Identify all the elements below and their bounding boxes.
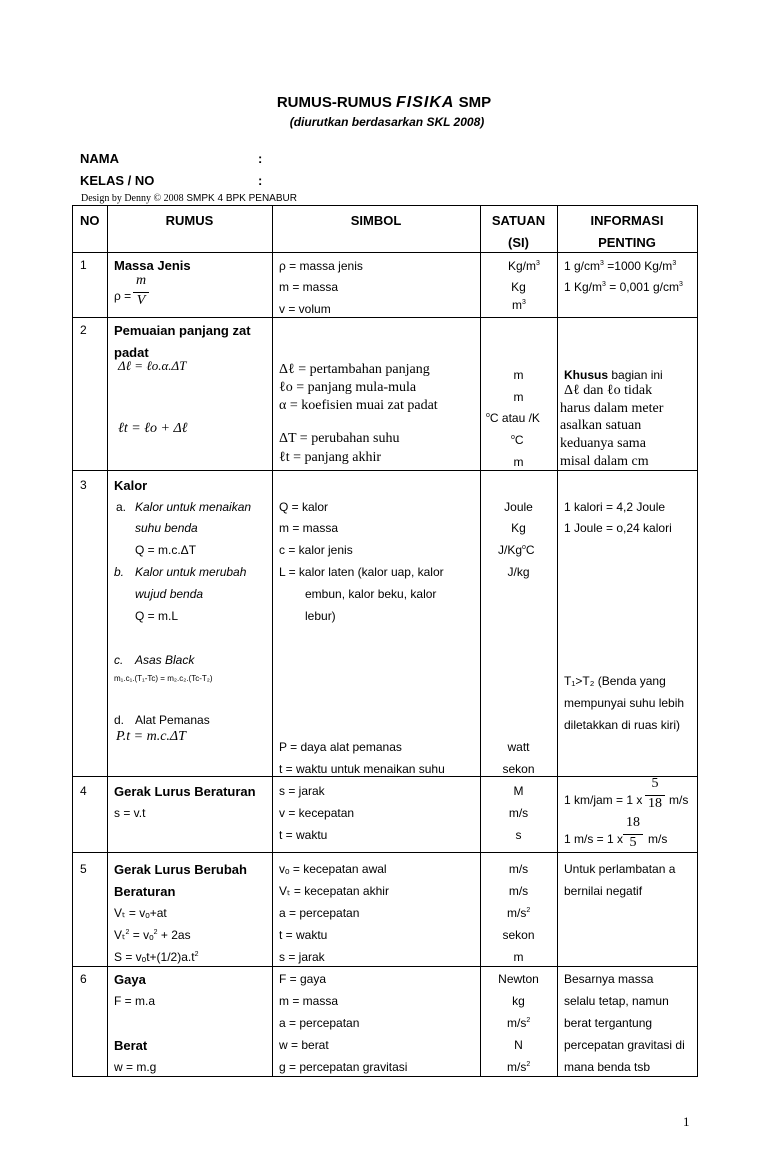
- fraction-numerator: 18: [626, 815, 640, 830]
- symbol: vₒ = kecepatan awal: [279, 862, 387, 876]
- symbol: Q = kalor: [279, 500, 329, 514]
- formula-desc: Asas Black: [135, 653, 195, 667]
- design-credit: Design by Denny © 2008 SMPK 4 BPK PENABUR: [81, 193, 297, 204]
- info: 1 m/s = 1 x: [564, 832, 624, 846]
- symbol: v = kecepatan: [279, 806, 355, 820]
- symbol: s = jarak: [279, 950, 325, 964]
- kelas-label: KELAS / NO: [80, 173, 155, 188]
- info: keduanya sama: [560, 436, 646, 451]
- unit: kg: [512, 994, 525, 1008]
- formula-name: Kalor: [114, 478, 148, 493]
- col-header-satuan-si: (SI): [508, 235, 529, 250]
- symbol: ℓt = panjang akhir: [279, 450, 382, 465]
- formula: F = m.a: [114, 994, 156, 1008]
- symbol: ℓo = panjang mula-mula: [279, 380, 417, 395]
- unit: watt: [507, 740, 530, 754]
- info: m/s: [669, 793, 689, 807]
- formula-name: Gerak Lurus Berubah: [114, 862, 247, 877]
- symbol: Δℓ = pertambahan panjang: [279, 362, 430, 377]
- formula: w = m.g: [114, 1060, 157, 1074]
- formula: Vₜ$^2$ = vₒ$^2$ + 2as: [114, 928, 191, 942]
- col-header-simbol: SIMBOL: [350, 213, 402, 228]
- unit: $^o$C: [511, 433, 524, 447]
- item-marker: d.: [114, 713, 125, 727]
- unit: J/kg: [507, 565, 530, 579]
- symbol: c = kalor jenis: [279, 543, 353, 557]
- symbol: F = gaya: [279, 972, 327, 986]
- symbol: v = volum: [279, 302, 331, 316]
- unit: m/s: [508, 806, 529, 820]
- symbol: m = massa: [279, 994, 339, 1008]
- info: m/s: [648, 832, 668, 846]
- info: 1 km/jam = 1 x: [564, 793, 643, 807]
- row-number: 1: [80, 258, 87, 272]
- info: Besarnya massa: [564, 972, 654, 986]
- symbol: a = percepatan: [279, 906, 360, 920]
- formula: Q = m.c.ΔT: [135, 543, 197, 557]
- formula-name: Gerak Lurus Beraturan: [114, 784, 256, 799]
- symbol: g = percepatan gravitasi: [279, 1060, 408, 1074]
- formula: P.t = m.c.ΔT: [116, 729, 186, 744]
- fraction-numerator: m: [135, 273, 147, 288]
- unit: Newton: [498, 972, 539, 986]
- fraction-numerator: 5: [651, 776, 659, 791]
- info: T₁>T₂ (Benda yang: [564, 674, 666, 688]
- row-number: 3: [80, 478, 87, 492]
- info: 1 $Kg/m^3 = 0,001$ $g/cm^3$: [564, 280, 683, 294]
- info: mempunyai suhu lebih: [564, 696, 685, 710]
- symbol: L = kalor laten (kalor uap, kalor: [279, 565, 444, 579]
- unit: N: [514, 1038, 523, 1052]
- formula-desc: wujud benda: [135, 587, 204, 601]
- item-marker: b.: [114, 565, 125, 579]
- formula: Vₜ = vₒ+at: [114, 906, 167, 920]
- page-number: 1: [683, 1114, 690, 1129]
- symbol: t = waktu: [279, 928, 328, 942]
- formula: s = v.t: [114, 806, 146, 820]
- page-subtitle: (diurutkan berdasarkan SKL 2008): [289, 115, 485, 129]
- info: berat tergantung: [564, 1016, 653, 1030]
- info: Khusus bagian ini: [564, 368, 663, 382]
- page-title: RUMUS-RUMUS FISIKA SMP: [276, 94, 492, 111]
- unit: $m/s^2$: [507, 906, 531, 920]
- unit: m: [513, 390, 524, 404]
- info: Untuk perlambatan a: [564, 862, 676, 876]
- unit: sekon: [502, 928, 535, 942]
- info: diletakkan di ruas kiri): [564, 718, 681, 732]
- unit: Kg: [511, 521, 526, 535]
- info: Δℓ dan ℓo tidak: [564, 383, 653, 398]
- unit: $^o$C atau /K: [486, 411, 540, 425]
- row-number: 6: [80, 972, 87, 986]
- formula-desc: Kalor untuk merubah: [135, 565, 247, 579]
- col-header-no: NO: [80, 213, 100, 228]
- symbol: lebur): [305, 609, 336, 623]
- symbol: t = waktu untuk menaikan suhu: [279, 762, 445, 776]
- info: 1 $g/cm^3 =1000$ $Kg/m^3$: [564, 259, 677, 273]
- fraction-denominator: V: [136, 293, 146, 308]
- row-number: 5: [80, 862, 87, 876]
- symbol: w = berat: [279, 1038, 329, 1052]
- symbol: m = massa: [279, 521, 339, 535]
- unit: s: [515, 828, 522, 842]
- fraction-denominator: 18: [648, 796, 662, 811]
- formula: Δℓ = ℓo.α.ΔT: [118, 358, 187, 373]
- symbol: t = waktu: [279, 828, 328, 842]
- unit: M: [513, 784, 524, 798]
- col-header-informasi: INFORMASI: [590, 213, 664, 228]
- symbol: embun, kalor beku, kalor: [305, 587, 437, 601]
- info: 1 Joule = o,24 kalori: [564, 521, 672, 535]
- info: 1 kalori = 4,2 Joule: [564, 500, 666, 514]
- symbol: ρ = massa jenis: [279, 259, 363, 273]
- item-marker: a.: [116, 500, 127, 514]
- symbol: a = percepatan: [279, 1016, 360, 1030]
- col-header-rumus: RUMUS: [165, 213, 214, 228]
- symbol: α = koefisien muai zat padat: [279, 398, 438, 413]
- unit: $Kg/m^3$: [508, 259, 540, 273]
- formula-name: Pemuaian panjang zat: [114, 323, 251, 338]
- unit: J/Kg$^o$C: [498, 543, 535, 557]
- formula: m₁.c₁.(T₁-Tc) = m₂.c₂.(Tc-T₂): [114, 674, 213, 683]
- kelas-colon: :: [258, 173, 263, 188]
- symbol: s = jarak: [279, 784, 325, 798]
- nama-colon: :: [258, 151, 263, 166]
- symbol: ΔT = perubahan suhu: [279, 431, 400, 446]
- formula-name: Beraturan: [114, 884, 176, 899]
- unit: $m/s^2$: [507, 1060, 531, 1074]
- formula-desc: Alat Pemanas: [135, 713, 210, 727]
- info: percepatan gravitasi di: [564, 1038, 685, 1052]
- formula-desc: Kalor untuk menaikan: [135, 500, 252, 514]
- unit: m: [513, 950, 524, 964]
- info: mana benda tsb: [564, 1060, 651, 1074]
- formula: $S = v_ot+(1/2)a.t^2$: [114, 950, 199, 964]
- formula: ℓt = ℓo + Δℓ: [118, 421, 188, 436]
- item-marker: c.: [114, 653, 124, 667]
- symbol: m = massa: [279, 280, 339, 294]
- info: harus dalam meter: [560, 401, 664, 416]
- unit: $m^3$: [512, 298, 526, 312]
- col-header-satuan: SATUAN: [491, 213, 546, 228]
- nama-label: NAMA: [80, 151, 119, 166]
- unit: m: [513, 455, 524, 469]
- info: asalkan satuan: [560, 418, 642, 433]
- info: selalu tetap, namun: [564, 994, 669, 1008]
- formula: Q = m.L: [135, 609, 179, 623]
- formula-rho: ρ =: [114, 289, 132, 303]
- info: misal dalam cm: [560, 454, 649, 469]
- symbol: Vₜ = kecepatan akhir: [279, 884, 389, 898]
- unit: Joule: [504, 500, 533, 514]
- formula-name: padat: [114, 345, 149, 360]
- symbol: P = daya alat pemanas: [279, 740, 402, 754]
- col-header-penting: PENTING: [598, 235, 656, 250]
- unit: sekon: [502, 762, 535, 776]
- unit: m/s: [508, 884, 529, 898]
- row-number: 2: [80, 323, 87, 337]
- unit: $m/s^2$: [507, 1016, 531, 1030]
- row-number: 4: [80, 784, 87, 798]
- fraction-denominator: 5: [629, 835, 637, 850]
- formula-desc: suhu benda: [135, 521, 198, 535]
- unit: m: [513, 368, 524, 382]
- unit: Kg: [511, 280, 526, 294]
- unit: m/s: [508, 862, 529, 876]
- formula-name: Massa Jenis: [114, 258, 191, 273]
- formula-name: Gaya: [114, 972, 146, 987]
- info: bernilai negatif: [564, 884, 643, 898]
- formula-name: Berat: [114, 1038, 148, 1053]
